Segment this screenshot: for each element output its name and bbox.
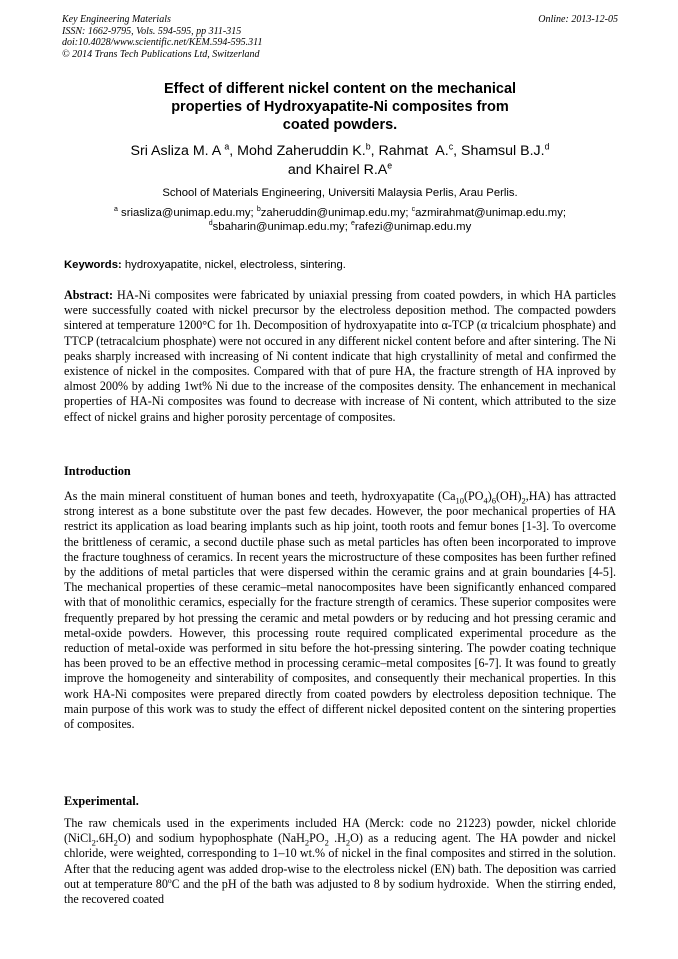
title-line-1: Effect of different nickel content on the mechanical [163, 81, 517, 97]
abstract-label: Abstract: [64, 288, 114, 302]
issn-line: ISSN: 1662-9795, Vols. 594-595, pp 311-315 [62, 25, 242, 37]
authors-line-2: and Khairel $R.A^e$ [287, 160, 393, 178]
experimental-heading: Experimental. [64, 794, 139, 808]
abstract-text: HA-Ni composites were fabricated by uniaxial pressing from coated powders, in which HA particles were successfully coated with nickel precursor by the electroless deposition method. The compacted powders sintered at temperature 1200°C for 1h. Decomposition of hydroxyapatite into α-TCP (α tricalcium phosphate) and TTCP (tetracalcium phosphate) were not occured in any different nickel content before and after sintering. The Ni peaks sharply increased with increasing of Ni content indicate that high crystallinity of metal and confirmed the existence of nickel in the composites. Compared with that of pure HA, the fracture strength of HA inproved by almost 200% by adding 1wt% Ni due to the increase of the composites density. The enhancement in mechanical properties of HA-Ni composites was found to decrease with increase of Ni content, which attributed to the size effect of nickel grains and higher porosity percentage of composites. [64, 288, 616, 424]
author-list [62, 142, 618, 180]
author-emails [62, 206, 618, 234]
copyright-line: © 2014 Trans Tech Publications Ltd, Switzerland [62, 48, 260, 60]
title-line-3: coated powders. [282, 117, 398, 133]
authors-line-1: Sri Asliza M. A $^a$, Mohd Zaheruddin K.$^b$, Rahmat A.$^c$, Shamsul B.J.$^d$ [130, 141, 550, 159]
emails-line-1: $^a$ sriasliza@unimap.edu.my; $^b$zaheruddin@unimap.edu.my; $^c$azmirahmat@unimap.edu.my; [114, 206, 566, 219]
journal-name: Key Engineering Materials [62, 14, 171, 25]
affiliation: School of Materials Engineering, Universiti Malaysia Perlis, Arau Perlis. [162, 187, 518, 199]
emails-line-2: $^d$sbaharin@unimap.edu.my; $^e$rafezi@unimap.edu.my [208, 220, 472, 233]
online-date: Online: 2013-12-05 [538, 14, 618, 25]
paper-title [62, 80, 618, 134]
experimental-paragraph: The raw chemicals used in the experiments included HA (Merck: code no 21223) powder, nickel chloride $(NiCl_2.6H_2O)$ and sodium hypophosphate ($NaH_2PO_2$ $.H_2O$) as a reducing agent. The HA powder and nickel chloride, were weighted, corresponding to 1–10 wt.% of nickel in the final composites and stirred in the solution. After that the reducing agent was added drop-wise to the electroless nickel (EN) bath. The deposition was carried out at temperature 80$^o$C and the pH of the bath was adjusted to 8 by sodium hydroxide. When the stirring ended, the recovered coated [64, 816, 617, 907]
doi-line: doi:10.4028/www.scientific.net/KEM.594-595.311 [62, 37, 263, 48]
running-header [62, 14, 618, 60]
introduction-heading: Introduction [64, 464, 131, 478]
keywords-label: Keywords: [64, 259, 122, 271]
introduction-paragraph: As the main mineral constituent of human bones and teeth, hydroxyapatite $(Ca_{10}(PO_4)_6(OH)_2,HA)$ has attracted strong interest as a bone substitute over the past few decades. However, the poor mechanical properties of HA restrict its application as load bearing implants such as hip joint, tooth roots and femur bones [1-3]. To overcome the brittleness of ceramic, a second ductile phase such as metal particles has often been incorporated to improve the fracture toughness of ceramics. In recent years the microstructure of these composites has been further refined by the additions of metal particles that were dispersed within the ceramic grains and at grain boundaries [4-5]. The mechanical properties of these ceramic–metal nanocomposites have been significantly enhanced compared with that of monolithic ceramics, especially for the fracture strength of ceramics. These superior composites were frequently prepared by hot pressing the ceramic and metal powders or by reducing and hot pressing ceramic and metal-oxide powders. However, this processing route required complicated experimental procedure as the reduction of metal-oxide was performed in situ before the hot-pressing sintering. The powder coating technique has been proved to be an effective method in processing ceramic–metal composites [6-7]. It was found to greatly improve the homogeneity and sinterability of composites, and consequently their mechanical properties. In this work HA-Ni composites were prepared directly from coated powders by electroless deposition technique. The main purpose of this work was to study the effect of different nickel deposited content on the sintering properties of composites. [64, 489, 616, 732]
keywords-text: hydroxyapatite, nickel, electroless, sintering. [121, 259, 346, 271]
keywords [64, 258, 620, 272]
title-line-2: properties of Hydroxyapatite-Ni composites from [171, 99, 509, 115]
abstract [64, 288, 616, 425]
